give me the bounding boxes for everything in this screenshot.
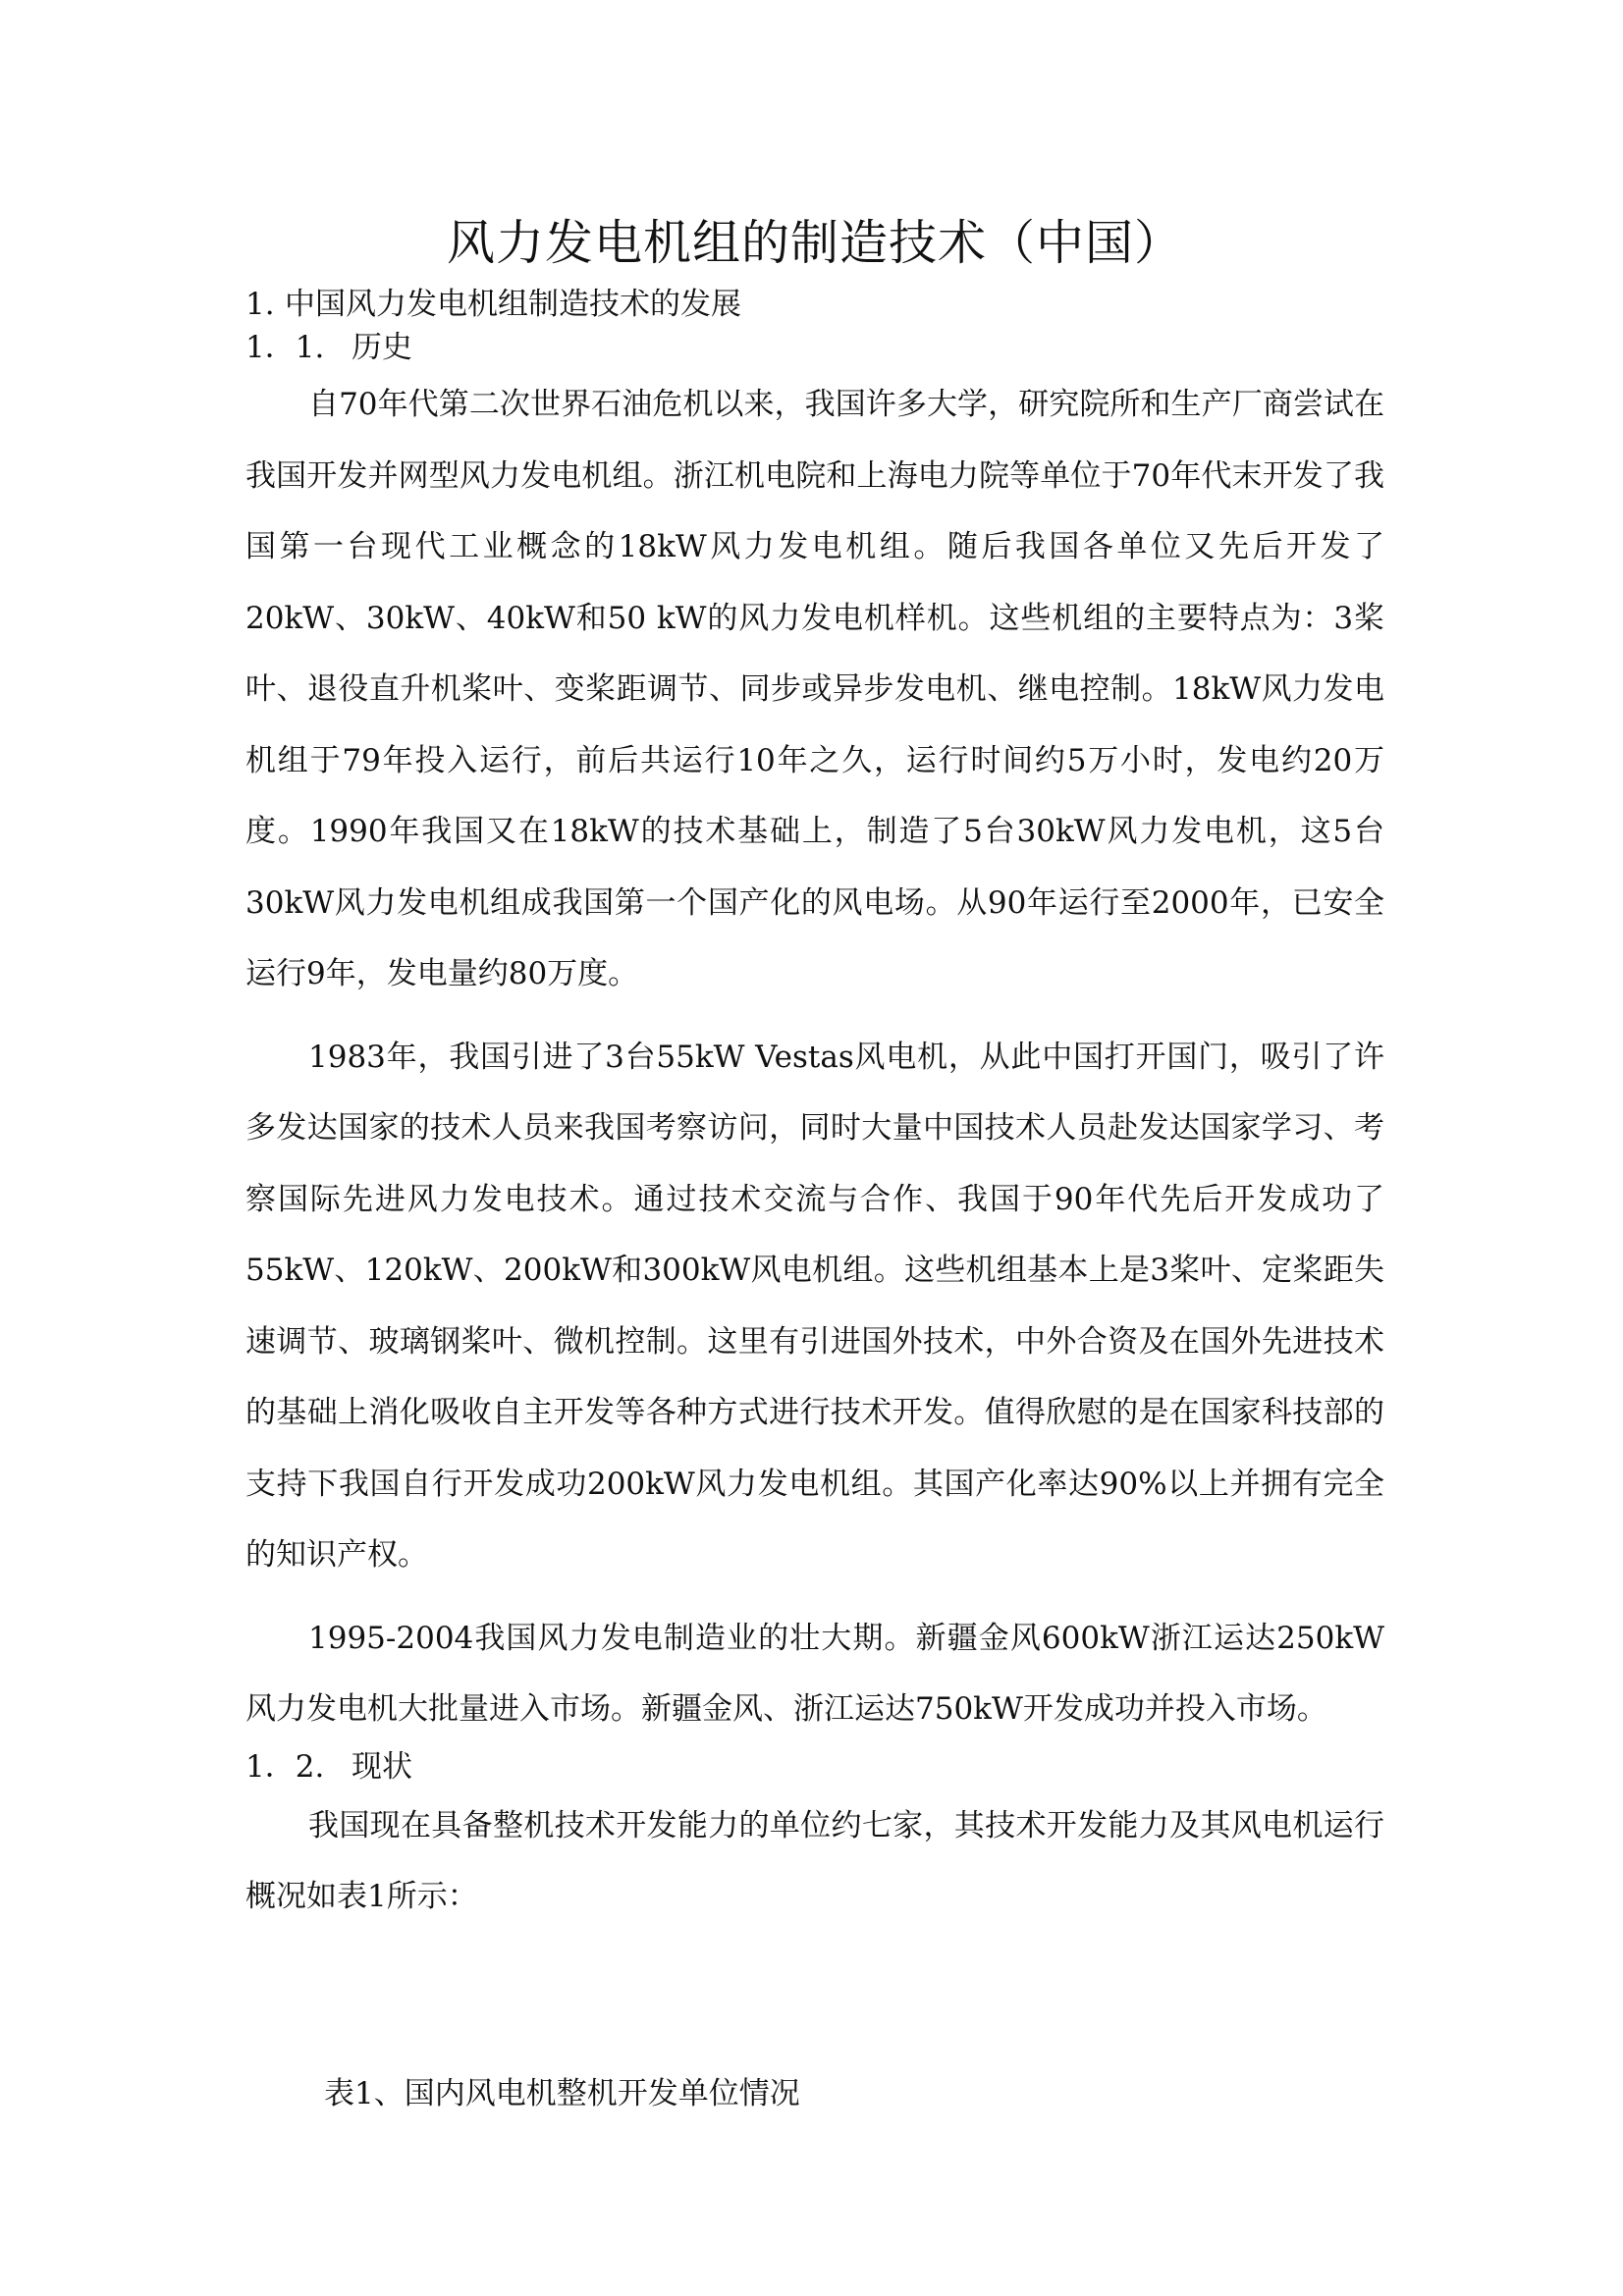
section-1-2-heading (245, 1745, 1384, 1789)
status-paragraph: 我国现在具备整机技术开发能力的单位约七家，其技术开发能力及其风电机运行概况如表1所示： (245, 1807, 1384, 1914)
section-1-title: 中国风力发电机组制造技术的发展 (285, 287, 741, 322)
table-caption: 表1、国内风电机整机开发单位情况 (324, 2075, 800, 2111)
section-1-number: 1. (245, 287, 275, 322)
section-1-1-heading (245, 326, 1384, 369)
document-title: 风力发电机组的制造技术（中国） (446, 215, 1183, 271)
history-paragraph-2: 1983年，我国引进了3台55kW Vestas风电机，从此中国打开国门，吸引了许多发达国家的技术人员来我国考察访问，同时大量中国技术人员赴发达国家学习、考察国际先进风力发电技术。通过技术交流与合作、我国于90年代先后开发成功了55kW、120kW、200kW和300kW风电机组。这些机组基本上是3桨叶、定桨距失速调节、玻璃钢桨叶、微机控制。这里有引进国外技术，中外合资及在国外先进技术的基础上消化吸收自主开发等各种方式进行技术开发。值得欣慰的是在国家科技部的支持下我国自行开发成功200kW风力发电机组。其国产化率达90%以上并拥有完全的知识产权。 (245, 1039, 1384, 1573)
document-page (245, 206, 1384, 2115)
history-paragraph-3: 1995-2004我国风力发电制造业的壮大期。新疆金风600kW浙江运达250kW风力发电机大批量进入市场。新疆金风、浙江运达750kW开发成功并投入市场。 (245, 1620, 1384, 1727)
history-paragraph-1: 自70年代第二次世界石油危机以来，我国许多大学，研究院所和生产厂商尝试在我国开发并网型风力发电机组。浙江机电院和上海电力院等单位于70年代末开发了我国第一台现代工业概念的18kW风力发电机组。随后我国各单位又先后开发了20kW、30kW、40kW和50 kW的风力发电机样机。这些机组的主要特点为：3桨叶、退役直升机桨叶、变桨距调节、同步或异步发电机、继电控制。18kW风力发电机组于79年投入运行，前后共运行10年之久，运行时间约5万小时，发电约20万度。1990年我国又在18kW的技术基础上，制造了5台30kW风力发电机，这5台30kW风力发电机组成我国第一个国产化的风电场。从90年运行至2000年，已安全运行9年，发电量约80万度。 (245, 387, 1384, 991)
section-1-heading (245, 283, 1384, 326)
section-1-2-title: 现状 (352, 1748, 412, 1785)
section-1-2-number: 1．2. (245, 1748, 325, 1785)
section-1-1-number: 1．1. (245, 330, 325, 365)
section-1-1-title: 历史 (352, 330, 412, 365)
